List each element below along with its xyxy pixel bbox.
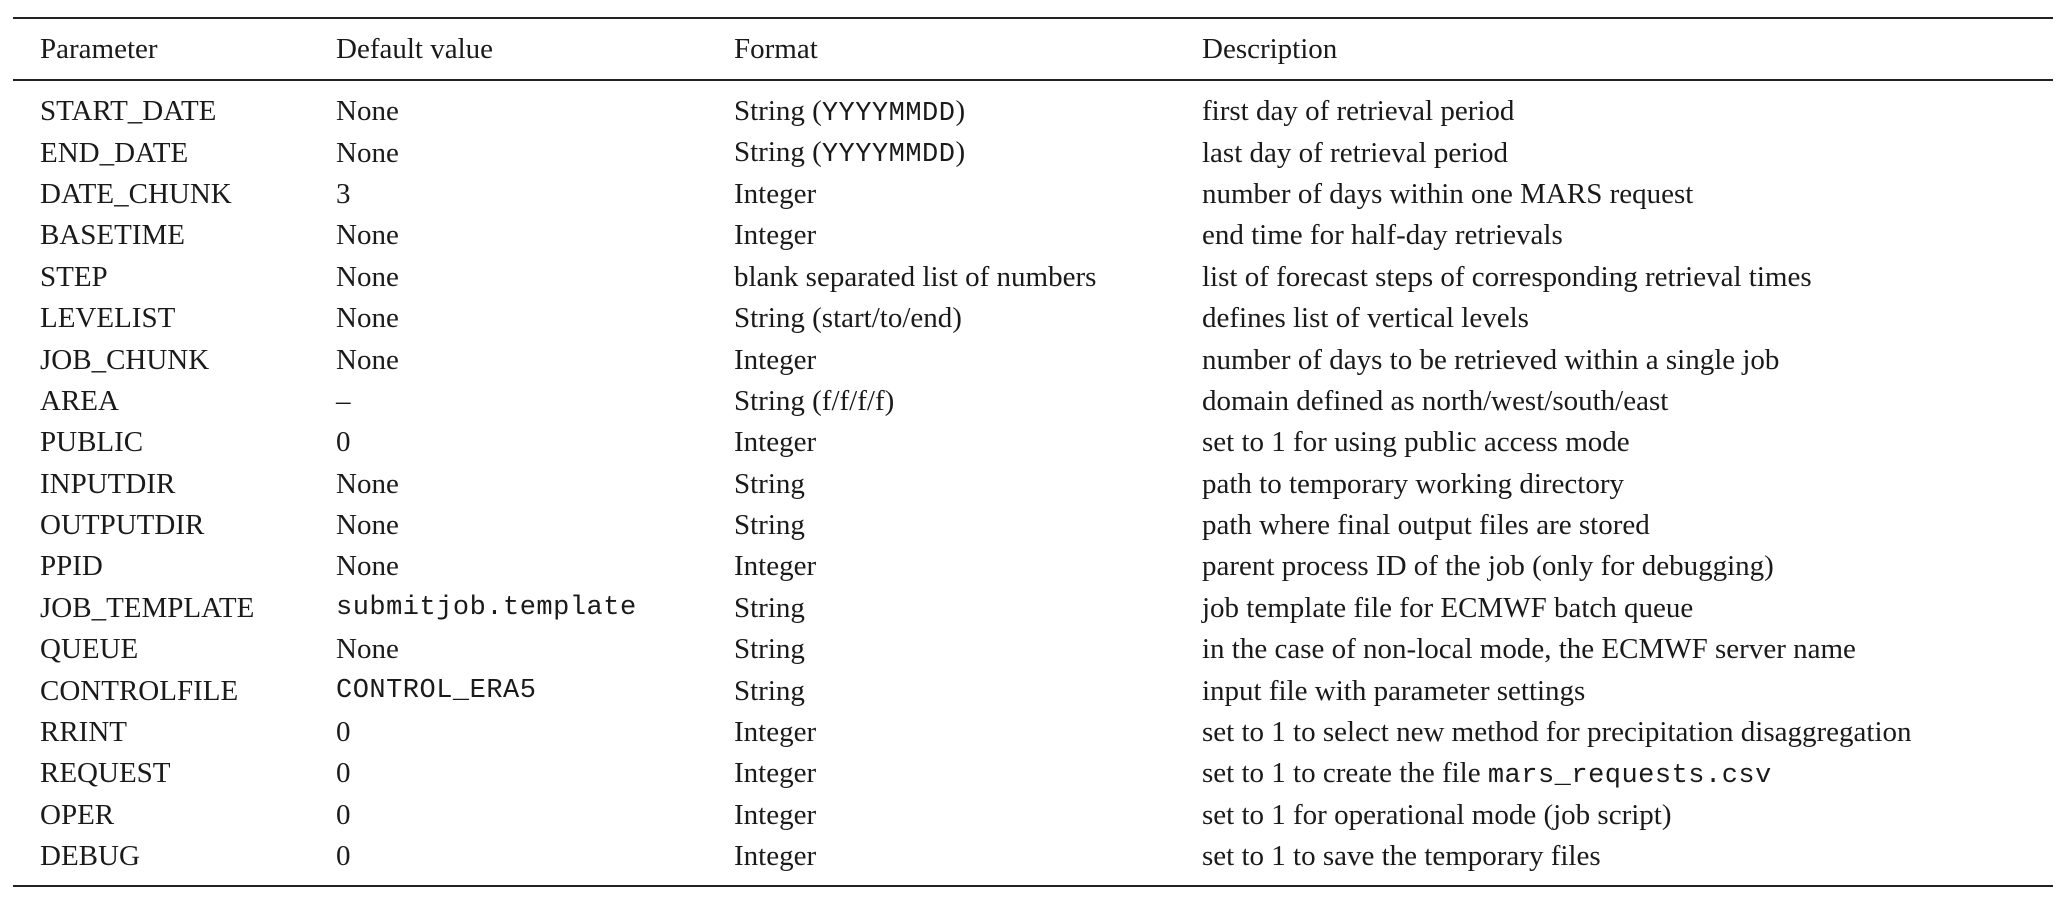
cell-format	[707, 753, 1175, 794]
cell-format	[707, 712, 1175, 753]
cell-format	[707, 257, 1175, 298]
format-text: Integer	[734, 177, 817, 210]
cell-default-value: 0	[336, 757, 351, 790]
cell-description	[1175, 629, 2053, 670]
cell-parameter: OUTPUTDIR	[40, 509, 205, 542]
cell-default-value: 0	[336, 840, 351, 873]
cell-parameter: AREA	[40, 384, 119, 417]
description-code: mars_requests.csv	[1487, 760, 1772, 791]
cell-default-value: None	[336, 260, 399, 293]
cell-default-value: None	[336, 343, 399, 376]
cell-description	[1175, 753, 2053, 794]
cell-format	[707, 381, 1175, 422]
description-text: set to 1 for operational mode (job script)	[1202, 798, 1672, 831]
cell-default-value: 0	[336, 426, 351, 459]
cell-description	[1175, 132, 2053, 173]
cell-default-value: 0	[336, 716, 351, 749]
table-row	[13, 670, 2053, 711]
cell-default-value: None	[336, 136, 399, 169]
format-text: String (	[734, 94, 822, 127]
format-text: String (start/to/end)	[734, 302, 962, 335]
cell-description	[1175, 81, 2053, 132]
cell-parameter: JOB_CHUNK	[40, 343, 210, 376]
cell-description	[1175, 381, 2053, 422]
cell-description	[1175, 505, 2053, 546]
description-text: number of days to be retrieved within a single job	[1202, 343, 1780, 376]
table	[13, 19, 2053, 79]
cell-format	[707, 546, 1175, 587]
cell-parameter: DEBUG	[40, 840, 140, 873]
format-text: Integer	[734, 426, 817, 459]
header-parameter: Parameter	[40, 32, 158, 65]
cell-default-value: None	[336, 95, 399, 128]
cell-parameter: END_DATE	[40, 136, 189, 169]
table-row	[13, 546, 2053, 587]
format-text: blank separated list of numbers	[734, 260, 1097, 293]
header-description: Description	[1202, 32, 1338, 65]
format-text: String	[734, 591, 805, 624]
cell-description	[1175, 588, 2053, 629]
cell-format	[707, 339, 1175, 380]
cell-format	[707, 588, 1175, 629]
description-text: set to 1 for using public access mode	[1202, 426, 1630, 459]
format-text-end: )	[955, 94, 966, 127]
description-text: number of days within one MARS request	[1202, 177, 1694, 210]
description-text: list of forecast steps of corresponding retrieval times	[1202, 260, 1812, 293]
cell-format	[707, 132, 1175, 173]
description-text: path where final output files are stored	[1202, 509, 1650, 542]
format-text-end: )	[955, 136, 966, 169]
table-row	[13, 588, 2053, 629]
format-text: String	[734, 509, 805, 542]
table-row	[13, 712, 2053, 753]
format-text: String	[734, 633, 805, 666]
description-text: input file with parameter settings	[1202, 674, 1586, 707]
header-row	[13, 19, 2053, 79]
format-text: Integer	[734, 798, 817, 831]
table-row	[13, 422, 2053, 463]
description-text: defines list of vertical levels	[1202, 302, 1529, 335]
table-row	[13, 795, 2053, 836]
cell-default-value: None	[336, 219, 399, 252]
table-row	[13, 257, 2053, 298]
description-text: set to 1 to save the temporary files	[1202, 840, 1601, 873]
cell-parameter: CONTROLFILE	[40, 674, 239, 707]
cell-parameter: DATE_CHUNK	[40, 177, 232, 210]
description-text: path to temporary working directory	[1202, 467, 1624, 500]
table-row	[13, 81, 2053, 132]
description-text: in the case of non-local mode, the ECMWF server name	[1202, 633, 1856, 666]
bottom-rule	[13, 885, 2053, 887]
cell-description	[1175, 836, 2053, 885]
cell-parameter: RRINT	[40, 716, 127, 749]
cell-parameter: START_DATE	[40, 95, 217, 128]
cell-format	[707, 836, 1175, 885]
format-text: String (f/f/f/f)	[734, 384, 895, 417]
table-row	[13, 505, 2053, 546]
table-row	[13, 132, 2053, 173]
format-text: Integer	[734, 716, 817, 749]
cell-parameter: LEVELIST	[40, 302, 176, 335]
cell-parameter: QUEUE	[40, 633, 139, 666]
cell-format	[707, 174, 1175, 215]
cell-parameter: INPUTDIR	[40, 467, 176, 500]
description-text: last day of retrieval period	[1202, 136, 1508, 169]
cell-format	[707, 215, 1175, 256]
cell-default-value: –	[336, 384, 351, 417]
cell-parameter: PUBLIC	[40, 426, 144, 459]
table-row	[13, 629, 2053, 670]
table-row	[13, 339, 2053, 380]
table-body-wrap	[13, 81, 2053, 885]
cell-format	[707, 81, 1175, 132]
cell-format	[707, 422, 1175, 463]
cell-format	[707, 795, 1175, 836]
cell-default-value: None	[336, 302, 399, 335]
description-text: end time for half-day retrievals	[1202, 219, 1563, 252]
cell-description	[1175, 422, 2053, 463]
description-text: set to 1 to create the file	[1202, 756, 1488, 789]
cell-format	[707, 629, 1175, 670]
format-text: String (	[734, 136, 822, 169]
description-text: set to 1 to select new method for precipitation disaggregation	[1202, 716, 1912, 749]
table-row	[13, 836, 2053, 885]
format-text: Integer	[734, 757, 817, 790]
format-text: String	[734, 467, 805, 500]
cell-default-value: None	[336, 550, 399, 583]
cell-default-value: 3	[336, 177, 351, 210]
cell-description	[1175, 215, 2053, 256]
cell-format	[707, 670, 1175, 711]
header-format: Format	[734, 32, 818, 65]
format-code: YYYYMMDD	[821, 98, 956, 129]
cell-parameter: OPER	[40, 798, 115, 831]
cell-parameter: PPID	[40, 550, 103, 583]
parameter-table	[13, 17, 2053, 887]
format-text: String	[734, 674, 805, 707]
cell-description	[1175, 795, 2053, 836]
cell-description	[1175, 257, 2053, 298]
cell-format	[707, 464, 1175, 505]
description-text: job template file for ECMWF batch queue	[1202, 591, 1694, 624]
table-body	[13, 81, 2053, 885]
format-text: Integer	[734, 550, 817, 583]
table-row	[13, 174, 2053, 215]
cell-description	[1175, 464, 2053, 505]
format-text: Integer	[734, 219, 817, 252]
format-text: Integer	[734, 343, 817, 376]
cell-description	[1175, 712, 2053, 753]
format-text: Integer	[734, 840, 817, 873]
cell-description	[1175, 174, 2053, 215]
cell-format	[707, 505, 1175, 546]
cell-format	[707, 298, 1175, 339]
table-header	[13, 19, 2053, 79]
cell-default-value: submitjob.template	[336, 593, 637, 624]
description-text: domain defined as north/west/south/east	[1202, 384, 1669, 417]
format-code: YYYYMMDD	[821, 140, 956, 171]
cell-parameter: STEP	[40, 260, 108, 293]
cell-description	[1175, 670, 2053, 711]
description-text: parent process ID of the job (only for debugging)	[1202, 550, 1774, 583]
table-row	[13, 298, 2053, 339]
table-row	[13, 215, 2053, 256]
cell-default-value: None	[336, 633, 399, 666]
table-row	[13, 464, 2053, 505]
description-text: first day of retrieval period	[1202, 95, 1515, 128]
cell-description	[1175, 298, 2053, 339]
table-row	[13, 753, 2053, 794]
cell-description	[1175, 339, 2053, 380]
header-default-value: Default value	[336, 32, 494, 65]
cell-parameter: JOB_TEMPLATE	[40, 591, 255, 624]
cell-default-value: 0	[336, 798, 351, 831]
cell-default-value: CONTROL_ERA5	[336, 676, 537, 707]
cell-parameter: BASETIME	[40, 219, 185, 252]
cell-description	[1175, 546, 2053, 587]
cell-default-value: None	[336, 467, 399, 500]
cell-parameter: REQUEST	[40, 757, 171, 790]
cell-default-value: None	[336, 509, 399, 542]
table-row	[13, 381, 2053, 422]
